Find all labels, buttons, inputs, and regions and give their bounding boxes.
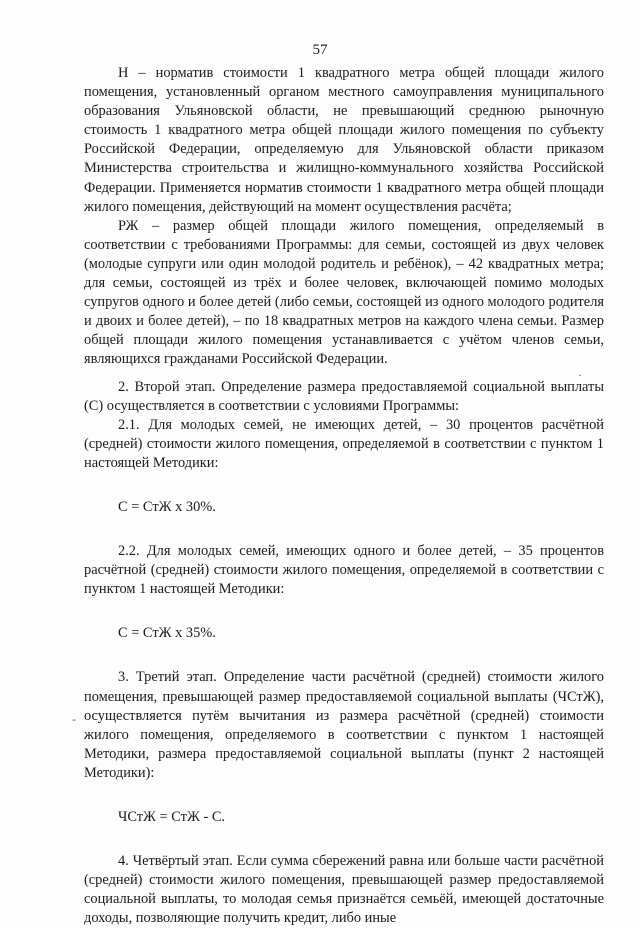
- paragraph-clause-2-1: 2.1. Для молодых семей, не имеющих детей, – 30 процентов расчётной (средней) стоимости жилого помещения, определяемой в соответствии с пунктом 1 настоящей Методики:: [84, 416, 604, 471]
- scan-speck-mark: ·: [578, 368, 582, 382]
- document-body: [84, 64, 604, 928]
- paragraph-third-stage: 3. Третий этап. Определение части расчётной (средней) стоимости жилого помещения, превышающей размер предоставляемой социальной выплаты (ЧСтЖ), осуществляется путём вычитания из размера расчётной (средней) стоимости жилого помещения, определяемого в соответствии с пунктом 1 настоящей Методики, размера предоставляемой социальной выплаты (пункт 2 настоящей Методики):: [84, 669, 604, 781]
- formula-difference: ЧСтЖ = СтЖ - С.: [118, 809, 226, 825]
- paragraph-h-definition: Н – норматив стоимости 1 квадратного метра общей площади жилого помещения, установленный органом местного самоуправления муниципального образования Ульяновской области, не превышающий среднюю рыночную стоимость 1 квадратного метра общей площади жилого помещения по субъекту Российской Федерации, определяемую для Ульяновской области приказом Министерства строительства и жилищно-коммунального хозяйства Российской Федерации. Применяется норматив стоимости 1 квадратного метра общей площади жилого помещения, действующий на момент осуществления расчёта;: [84, 65, 604, 215]
- margin-tick-mark: -: [72, 712, 76, 726]
- formula-35-percent: С = СтЖ х 35%.: [118, 625, 216, 642]
- formula-30-percent: С = СтЖ х 30%.: [118, 498, 216, 515]
- paragraph-second-stage: 2. Второй этап. Определение размера предоставляемой социальной выплаты (С) осуществляется в соответствии с условиями Программы:: [84, 378, 604, 414]
- page-number: 57: [312, 42, 328, 58]
- paragraph-clause-2-2: 2.2. Для молодых семей, имеющих одного и более детей, – 35 процентов расчётной (средней) стоимости жилого помещения, определяемой в соответствии с пунктом 1 настоящей Методики:: [84, 543, 604, 598]
- paragraph-rzh-definition: РЖ – размер общей площади жилого помещения, определяемый в соответствии с требованиями Программы: для семьи, состоящей из двух человек (молодые супруги или один молодой родитель и ребёнок), – 42 квадратных метра; для семьи, состоящей из трёх и более человек, включающей помимо молодых супругов одного и более детей (либо семьи, состоящей из одного молодого родителя и двоих и более детей), – по 18 квадратных метров на каждого члена семьи. Размер общей площади жилого помещения устанавливается с учётом членов семьи, являющихся гражданами Российской Федерации.: [84, 217, 604, 368]
- paragraph-fourth-stage: 4. Четвёртый этап. Если сумма сбережений равна или больше части расчётной (средней) стоимости жилого помещения, превышающей размер предоставляемой социальной выплаты, то молодая семья признаётся семьёй, имеющей достаточные доходы, позволяющие получить кредит, либо иные: [84, 853, 604, 927]
